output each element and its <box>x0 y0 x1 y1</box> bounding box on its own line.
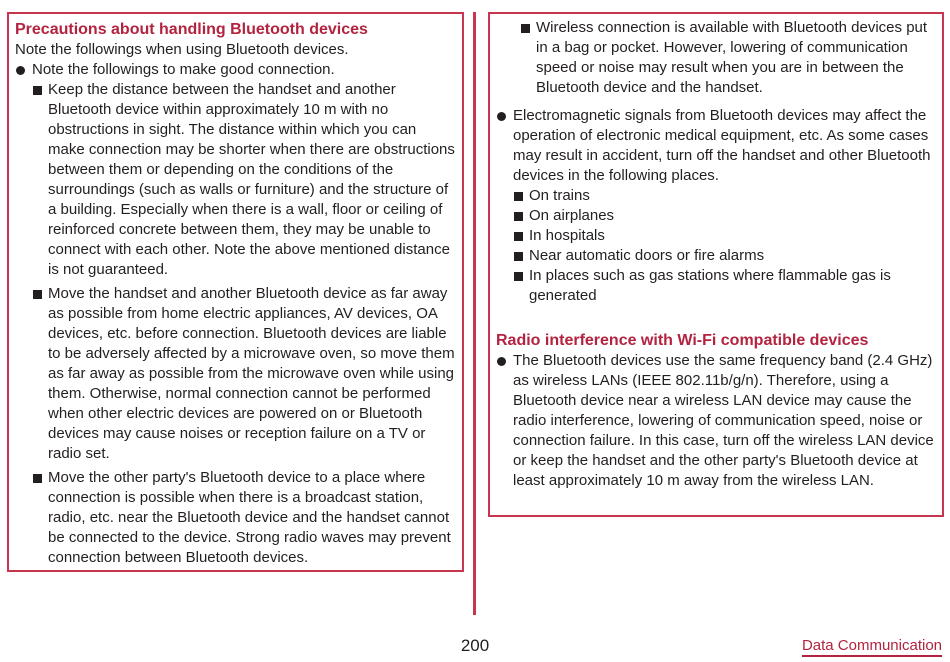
square-bullet-icon <box>514 212 523 221</box>
wifi-heading: Radio interference with Wi-Fi compatible devices <box>496 332 869 349</box>
bullet-dot-icon <box>16 66 25 75</box>
list-item <box>15 468 456 568</box>
list-item <box>496 18 936 98</box>
intro-text: Note the followings when using Bluetooth devices. <box>15 41 349 58</box>
square-bullet-icon <box>514 252 523 261</box>
list-item-text: Wireless connection is available with Bluetooth devices put in a bag or pocket. However, lowering of communication speed or noise may result when you are in between the Bluetooth device and the handset. <box>536 19 928 96</box>
bullet-dot-icon <box>497 357 506 366</box>
list-item <box>496 186 936 206</box>
list-item <box>496 226 936 246</box>
list-item <box>15 284 456 464</box>
left-caution-box <box>7 12 464 572</box>
list-item-text: In hospitals <box>529 227 605 244</box>
electromagnetic-bullet <box>496 106 936 186</box>
page-number: 200 <box>460 636 490 655</box>
square-bullet-icon <box>514 192 523 201</box>
list-item-text: Move the handset and another Bluetooth device as far away as possible from home electric appliances, AV devices, OA devices, etc. before connection. Bluetooth devices are liable to be adversely affected by a microwave oven, so move them as far away as possible from the microwave oven while using them. Otherwise, normal connection cannot be performed when other electric devices are powered on or Bluetooth devices may cause noises or reception failure on a TV or radio set. <box>48 285 455 462</box>
connection-bullet <box>15 60 456 80</box>
square-bullet-icon <box>521 24 530 33</box>
list-item <box>15 80 456 280</box>
bullet-dot-icon <box>497 112 506 121</box>
list-item <box>496 266 936 306</box>
list-item <box>496 246 936 266</box>
column-divider <box>473 12 476 615</box>
square-bullet-icon <box>33 474 42 483</box>
connection-bullet-text: Note the followings to make good connection. <box>32 61 335 78</box>
right-caution-box <box>488 12 944 517</box>
list-item-text: Near automatic doors or fire alarms <box>529 247 765 264</box>
square-bullet-icon <box>33 290 42 299</box>
electromagnetic-bullet-text: Electromagnetic signals from Bluetooth devices may affect the operation of electronic medical equipment, etc. As some cases may result in accident, turn off the handset and other Bluetooth devices in the following places. <box>513 107 931 184</box>
list-item-text: In places such as gas stations where flammable gas is generated <box>529 267 891 304</box>
list-item-text: Keep the distance between the handset and another Bluetooth device within approximately 10 m with no obstructions in sight. The distance within which you can make connection may be shorter when there are obstructions between them or depending on the conditions of the surroundings (such as walls or furniture) and the structure of a building. Especially when there is a wall, floor or ceiling of reinforced concrete between them, they may be unable to connect with each other. Note the above mentioned distance is not guaranteed. <box>48 81 455 278</box>
list-item-text: On airplanes <box>529 207 615 224</box>
square-bullet-icon <box>514 232 523 241</box>
list-item-text: On trains <box>529 187 590 204</box>
square-bullet-icon <box>514 272 523 281</box>
square-bullet-icon <box>33 86 42 95</box>
wifi-bullet <box>496 351 936 491</box>
section-link-data-communication[interactable]: Data Communication <box>802 637 942 657</box>
list-item-text: Move the other party's Bluetooth device to a place where connection is possible when there is a broadcast station, radio, etc. near the Bluetooth device and the handset cannot be connected to the device. Strong radio waves may prevent connection between Bluetooth devices. <box>48 469 451 566</box>
wifi-bullet-text: The Bluetooth devices use the same frequency band (2.4 GHz) as wireless LANs (IEEE 802.11b/g/n). Therefore, using a Bluetooth device near a wireless LAN device may cause the radio interference, lowering of communication speed, noise or connection failure. In this case, turn off the wireless LAN device or keep the handset and the other party's Bluetooth device at least approximately 10 m away from the wireless LAN. <box>513 352 934 489</box>
precautions-heading: Precautions about handling Bluetooth devices <box>15 21 368 38</box>
list-item <box>496 206 936 226</box>
